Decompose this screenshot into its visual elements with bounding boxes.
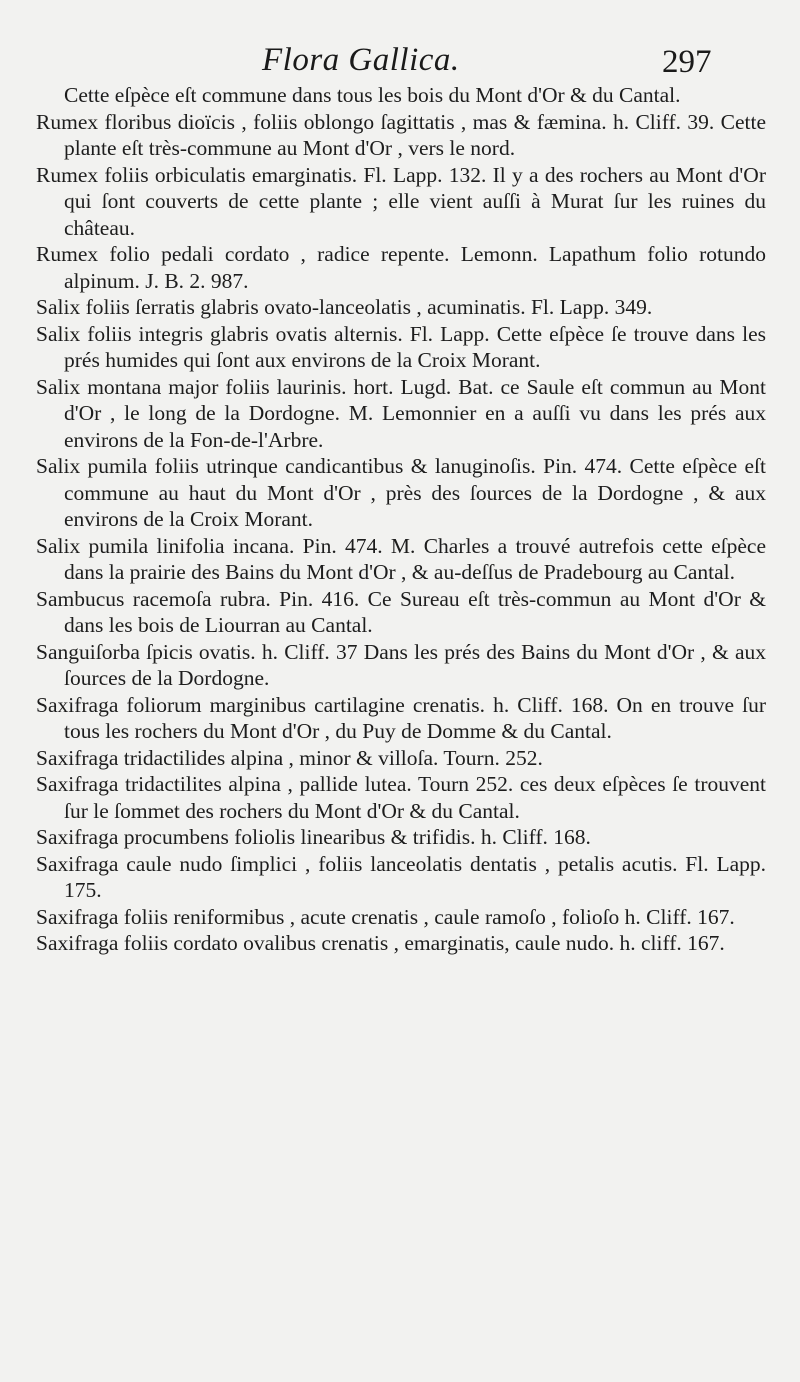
text-entry: Rumex foliis orbiculatis emarginatis. Fl. Lapp. 132. Il y a des rochers au Mont d'Or qui ſont couverts de cette plante ; elle vient auſſi à Murat ſur les ruines du château. xyxy=(36,162,766,240)
text-entry: Rumex floribus dioïcis , foliis oblongo ſagittatis , mas & fæmina. h. Cliff. 39. Cette plante eſt très-commune au Mont d'Or , vers le nord. xyxy=(36,109,766,160)
text-entry: Saxifraga tridactilides alpina , minor & villoſa. Tourn. 252. xyxy=(36,745,543,770)
page-number: 297 xyxy=(662,44,712,80)
text-entry: Salix foliis integris glabris ovatis alternis. Fl. Lapp. Cette eſpèce ſe trouve dans les prés humides qui ſont aux environs de la Croix Morant. xyxy=(36,321,766,372)
text-entry: Saxifraga foliis reniformibus , acute crenatis , caule ramoſo , folioſo h. Cliff. 167. xyxy=(36,904,735,929)
text-entry: Saxifraga foliis cordato ovalibus crenatis , emarginatis, caule nudo. h. cliff. 167. xyxy=(36,931,725,955)
text-entry: Sanguiſorba ſpicis ovatis. h. Cliff. 37 Dans les prés des Bains du Mont d'Or , & aux ſources de la Dordogne. xyxy=(36,639,766,690)
running-title: Flora Gallica. xyxy=(262,42,460,78)
page-body xyxy=(36,82,766,957)
text-entry: Salix pumila foliis utrinque candicantibus & lanuginoſis. Pin. 474. Cette eſpèce eſt commune au haut du Mont d'Or , près des ſources de la Dordogne , & aux environs de la Croix Morant. xyxy=(36,454,766,531)
text-entry: Rumex folio pedali cordato , radice repente. Lemonn. Lapathum folio rotundo alpinum. J. B. 2. 987. xyxy=(36,242,766,293)
text-entry: Salix foliis ſerratis glabris ovato-lanceolatis , acuminatis. Fl. Lapp. 349. xyxy=(36,295,653,319)
text-entry: Salix montana major foliis laurinis. hort. Lugd. Bat. ce Saule eſt commun au Mont d'Or , le long de la Dordogne. M. Lemonnier en a auſſi vu dans les prés aux environs de la Fon-de-l'Arbre. xyxy=(36,374,766,452)
text-entry: Saxifraga tridactilites alpina , pallide lutea. Tourn 252. ces deux eſpèces ſe trouvent ſur le ſommet des rochers du Mont d'Or & du Cantal. xyxy=(36,772,766,823)
text-entry: Cette eſpèce eſt commune dans tous les bois du Mont d'Or & du Cantal. xyxy=(64,83,681,107)
text-entry: Saxifraga foliorum marginibus cartilagine crenatis. h. Cliff. 168. On en trouve ſur tous les rochers du Mont d'Or , du Puy de Domme & du Cantal. xyxy=(36,692,766,743)
text-entry: Salix pumila linifolia incana. Pin. 474. M. Charles a trouvé autrefois cette eſpèce dans la prairie des Bains du Mont d'Or , & au-deſſus de Pradebourg au Cantal. xyxy=(36,533,766,584)
text-entry: Saxifraga caule nudo ſimplici , foliis lanceolatis dentatis , petalis acutis. Fl. Lapp. 175. xyxy=(36,851,766,902)
text-entry: Sambucus racemoſa rubra. Pin. 416. Ce Sureau eſt très-commun au Mont d'Or & dans les bois de Liourran au Cantal. xyxy=(36,586,766,637)
text-entry: Saxifraga procumbens foliolis linearibus & trifidis. h. Cliff. 168. xyxy=(36,825,591,849)
